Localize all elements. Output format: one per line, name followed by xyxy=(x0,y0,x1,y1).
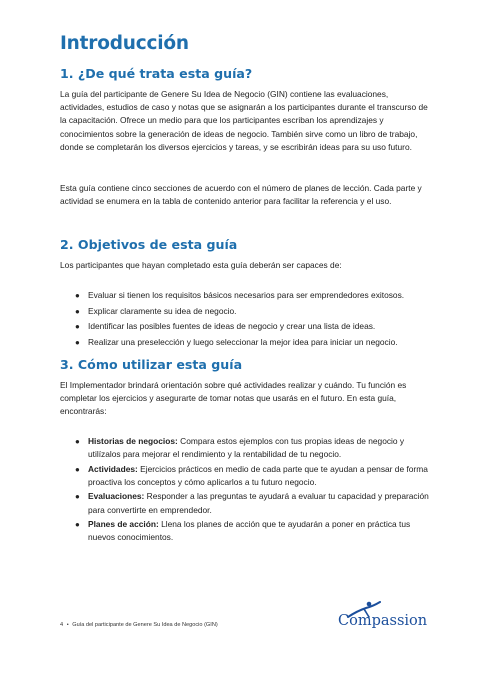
footer-separator: • xyxy=(66,622,69,628)
page-footer xyxy=(60,622,218,628)
section-3-intro: El Implementador brindará orientación sobre qué actividades realizar y cuándo. Tu función es completar los ejercicios y asegurarte de tomar notas que usarás en el futuro. En esta guía, encontrarás: xyxy=(60,380,407,417)
section-2-intro: Los participantes que hayan completado esta guía deberán ser capaces de: xyxy=(60,260,342,270)
bullet-icon: ● xyxy=(75,291,80,300)
section-1-paragraph-2: Esta guía contiene cinco secciones de acuerdo con el número de planes de lección. Cada parte y actividad se enumera en la tabla de contenido anterior para facilitar la referencia y el uso. xyxy=(60,183,422,207)
section-3-heading: 3. Cómo utilizar esta guía xyxy=(60,357,243,372)
bullet-icon: ● xyxy=(75,337,80,347)
page-number: 4 xyxy=(60,622,64,628)
list-item: ● Evaluar si tienen los requisitos básicos necesarios para ser emprendedores exitosos. xyxy=(60,289,432,302)
bullet-icon: ● xyxy=(75,492,80,502)
section-1-heading: 1. ¿De qué trata esta guía? xyxy=(60,66,253,81)
bullet-icon: ● xyxy=(75,306,80,316)
page-title: Introducción xyxy=(60,33,189,54)
section-2-heading: 2. Objetivos de esta guía xyxy=(60,237,238,252)
list-item: ● Actividades: Ejercicios prácticos en medio de cada parte que te ayudan a pensar de forma proactiva los conceptos y cómo aplicarlos a tu futuro negocio. xyxy=(75,463,428,487)
bullet-icon: ● xyxy=(75,322,80,332)
objectives-list xyxy=(60,289,432,351)
list-item: ● Identificar las posibles fuentes de ideas de negocio y crear una lista de ideas. xyxy=(60,320,432,333)
list-item: ● Realizar una preselección y luego seleccionar la mejor idea para iniciar un negocio. xyxy=(60,336,432,349)
list-item: ● Explicar claramente su idea de negocio. xyxy=(60,305,432,318)
guide-contents-list xyxy=(60,435,432,546)
footer-text: Guía del participante de Genere Su Idea de Negocio (GIN) xyxy=(72,622,218,628)
section-1-paragraph-1: La guía del participante de Genere Su Idea de Negocio (GIN) contiene las evaluaciones, actividades, estudios de caso y notas que se asignarán a los participantes durante el transcurso de la capacitación. Ofrece un medio para que los participantes escriban los aprendizajes y conocimientos sobre la generación de ideas de negocio. También sirve como un libro de trabajo, donde se completarán los diversos ejercicios y tareas, y se escribirán ideas para su uso futuro. xyxy=(60,89,428,152)
logo-wordmark: Compassion xyxy=(338,613,428,629)
bullet-icon: ● xyxy=(75,464,80,474)
list-item: ● Evaluaciones: Responder a las preguntas te ayudará a evaluar tu capacidad y preparación para convertirte en emprendedor. xyxy=(75,491,429,515)
bullet-icon: ● xyxy=(75,520,80,530)
compassion-logo xyxy=(338,601,438,635)
list-item: ● Planes de acción: Llena los planes de acción que te ayudarán a poner en práctica tus nuevos conocimientos. xyxy=(75,519,411,543)
bullet-icon: ● xyxy=(75,437,80,446)
list-item: ● Historias de negocios: Compara estos ejemplos con tus propias ideas de negocio y utilízalos para mejorar el rendimiento y la rentabilidad de tu negocio. xyxy=(75,436,405,460)
